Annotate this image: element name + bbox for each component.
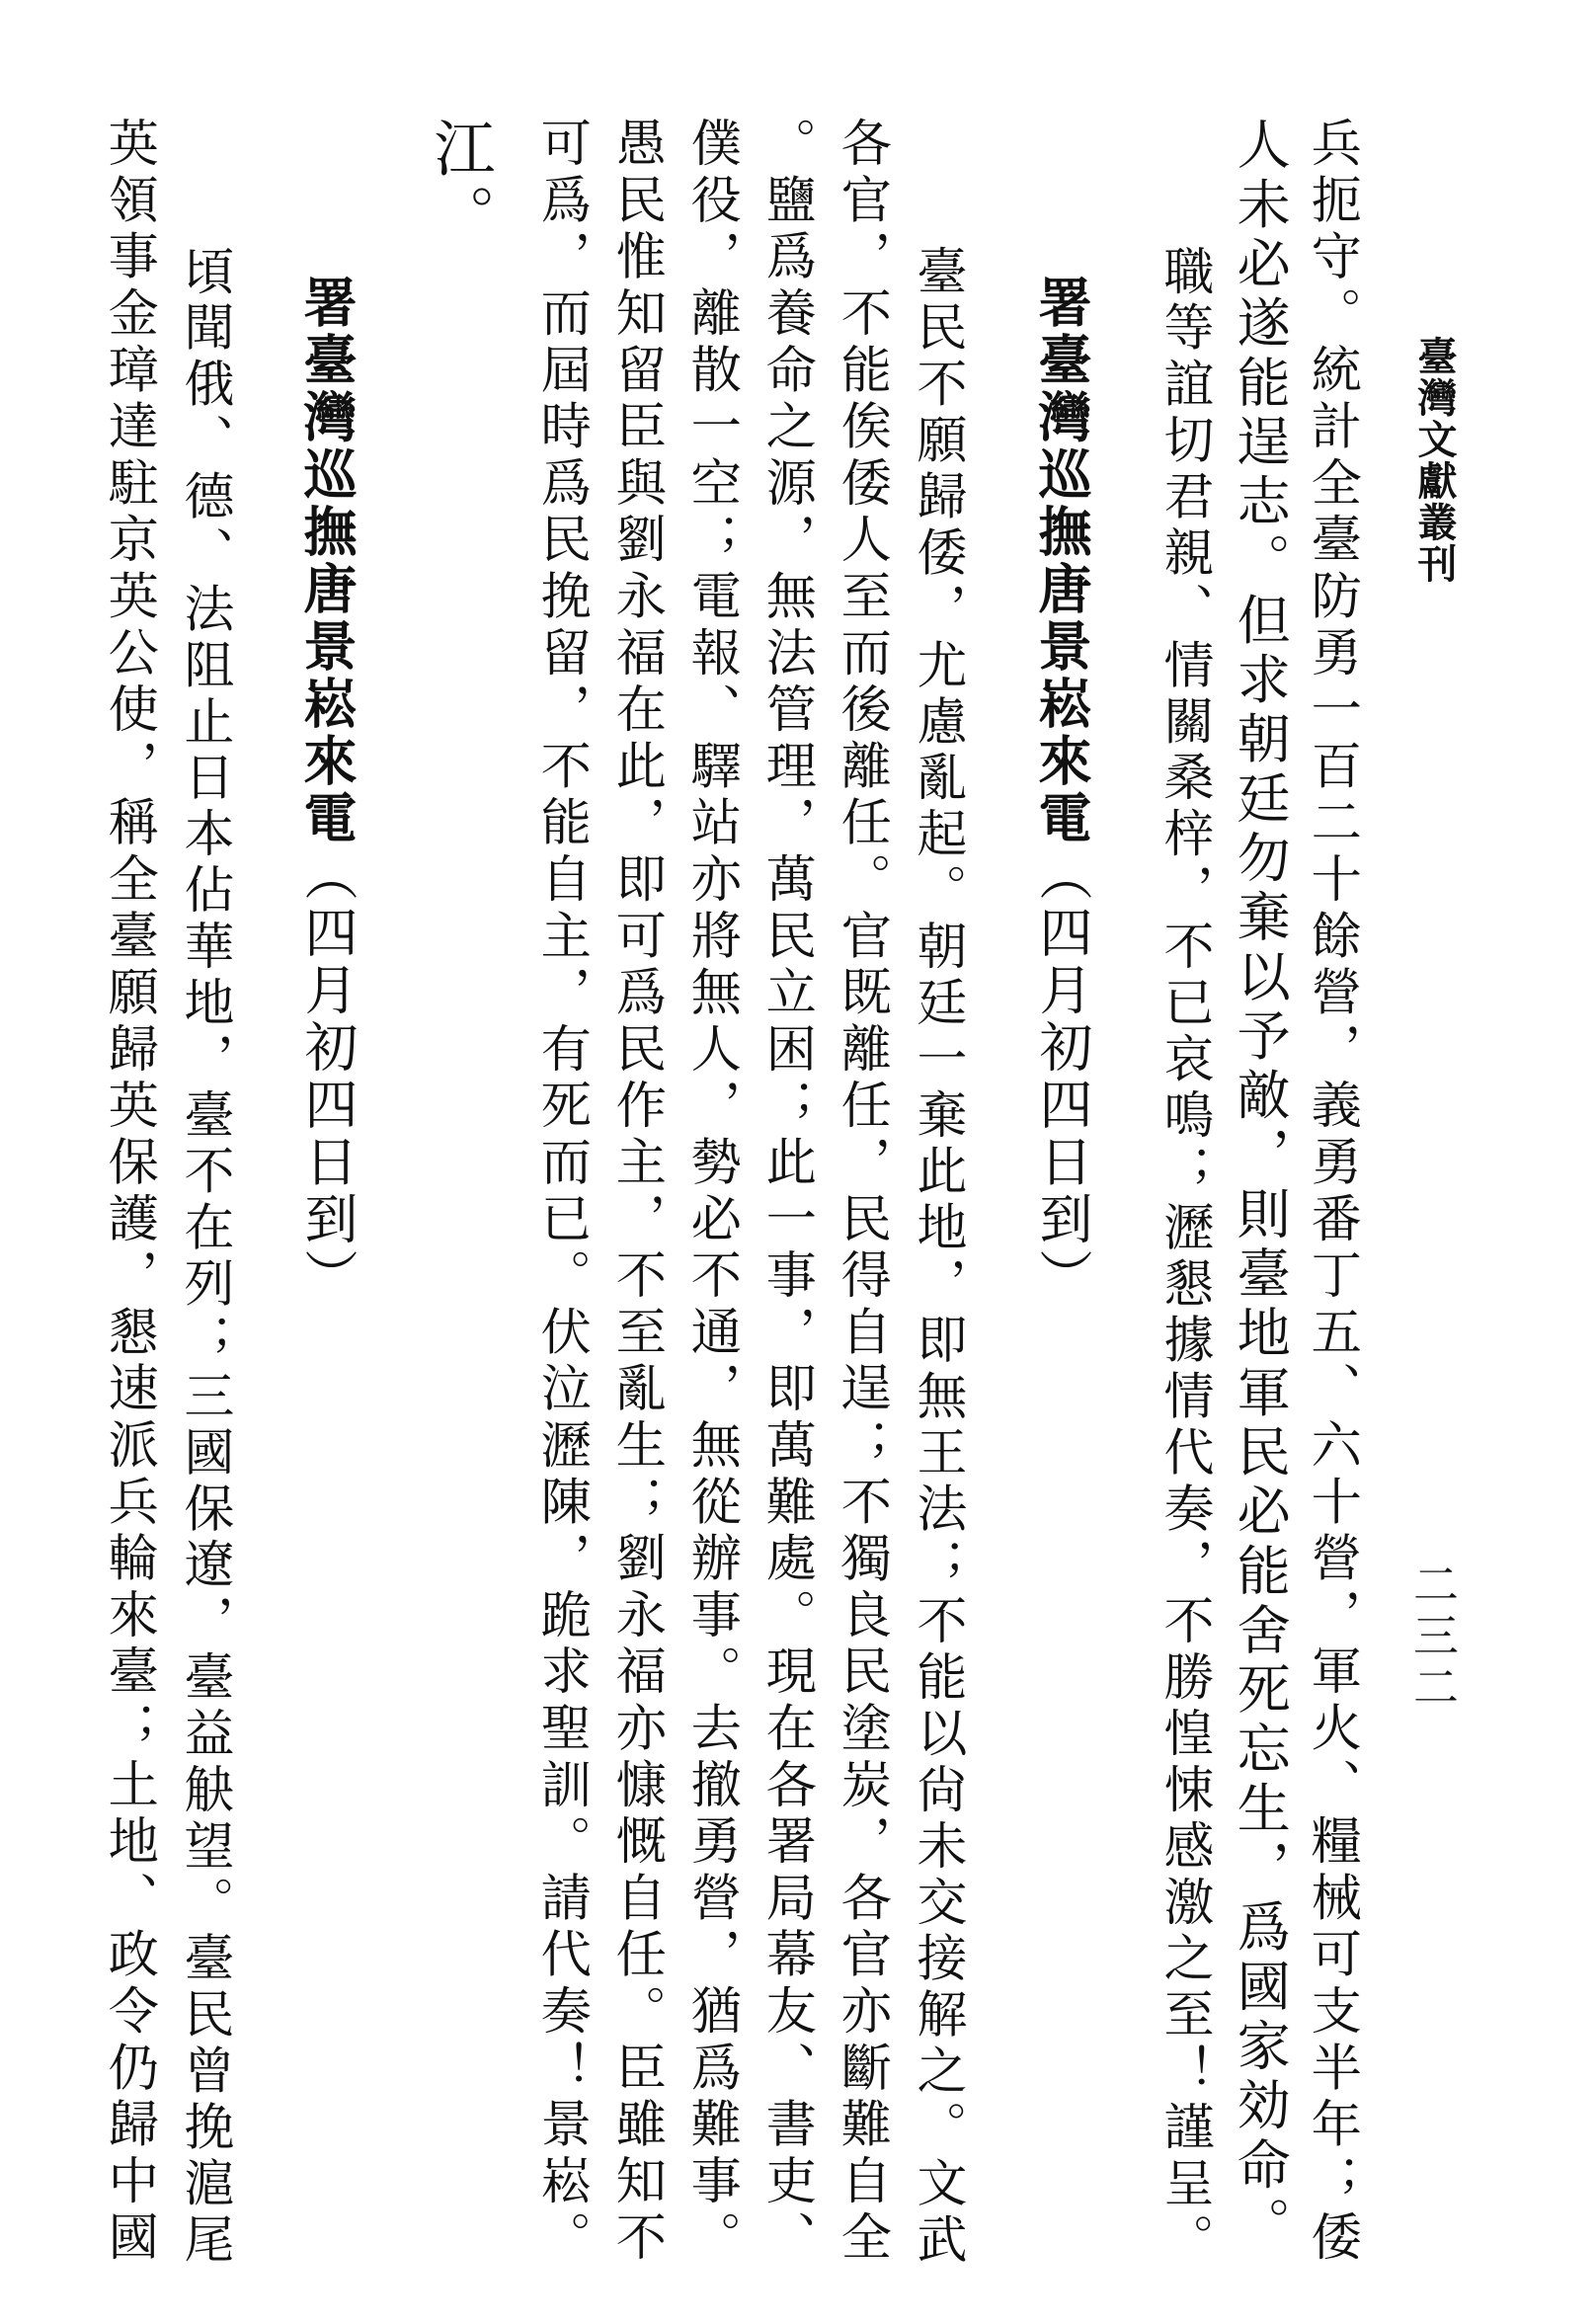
text-column-7: 。鹽爲養命之源，無法管理，萬民立困；此一事，即萬難處。現在各署局幕友、書吏、 <box>757 117 817 2268</box>
text-column-8: 僕役，離散一空；電報、驛站亦將無人，勢必不通，無從辦事。去撤勇營，猶爲難事。 <box>681 117 742 2268</box>
telegram-heading-1-title: 署臺灣巡撫唐景崧來電 <box>1030 275 1093 847</box>
text-column-13: 頃聞俄、德、法阻止日本佔華地，臺不在列；三國保遼，臺益觖望。臺民曾挽滬尾 <box>174 245 233 2270</box>
text-column-14: 英領事金璋達駐京英公使，稱全臺願歸英保護，懇速派兵輪來臺；土地、政令仍歸中國 <box>99 117 159 2268</box>
text-column-1: 兵扼守。統計全臺防勇一百二十餘營，義勇番丁五、六十營，軍火、糧械可支半年；倭 <box>1302 117 1362 2268</box>
telegram-heading-2-title: 署臺灣巡撫唐景崧來電 <box>295 275 359 847</box>
page-number: 二三二 <box>1406 1561 1460 1715</box>
text-column-2: 人未必遂能逞志。但求朝廷勿棄以予敵，則臺地軍民必能舍死忘生，爲國家効命。 <box>1229 117 1292 2256</box>
text-column-6: 各官，不能俟倭人至而後離任。官既離任，民得自逞；不獨良民塗炭，各官亦斷難自全 <box>832 117 892 2268</box>
text-column-3: 職等誼切君親、情關桑梓，不已哀鳴；瀝懇據情代奏，不勝惶悚感激之至！謹呈。 <box>1154 245 1213 2270</box>
text-column-11: 江。 <box>424 117 496 251</box>
text-column-9: 愚民惟知留臣與劉永福在此，即可爲民作主，不至亂生；劉永福亦慷慨自任。臣雖知不 <box>606 117 667 2268</box>
telegram-heading-1 <box>1030 275 1093 1306</box>
text-column-5: 臺民不願歸倭，尤慮亂起。朝廷一棄此地，即無王法；不能以尙未交接解之。文武 <box>907 245 966 2270</box>
text-column-10: 可爲，而屆時爲民挽留，不能自主，有死而已。伏泣瀝陳，跪求聖訓。請代奏！景崧。 <box>531 117 592 2268</box>
telegram-heading-2 <box>295 275 359 1306</box>
telegram-heading-1-date: （四月初四日到） <box>1031 847 1093 1306</box>
telegram-heading-2-date: （四月初四日到） <box>296 847 359 1306</box>
running-header-title: 臺灣文獻叢刊 <box>1411 336 1458 585</box>
